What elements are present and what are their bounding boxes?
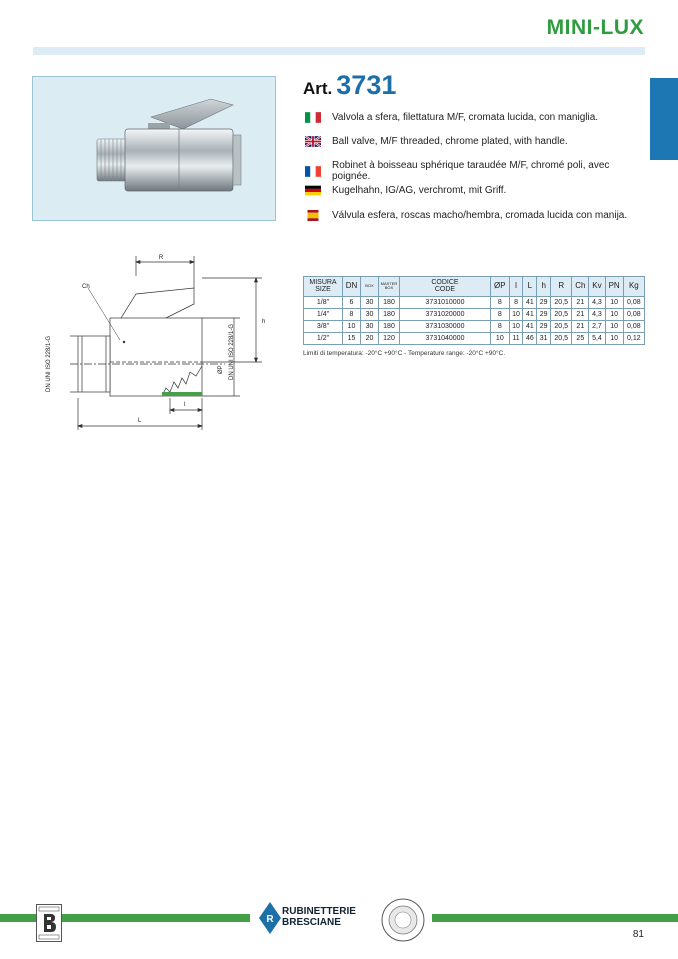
description-text: Valvola a sfera, filettatura M/F, cromata lucida, con maniglia. <box>332 112 599 123</box>
description-fr <box>305 160 645 182</box>
header-divider <box>33 47 645 55</box>
svg-text:R: R <box>266 914 274 925</box>
header-h: h <box>537 277 551 297</box>
header-L: L <box>523 277 537 297</box>
table-row: 1/4" 8 30 180 3731020000 8 10 41 29 20,5 21 4,3 10 0,08 <box>304 308 645 320</box>
dimension-Ch-label: Ch <box>82 284 90 290</box>
description-text: Kugelhahn, IG/AG, verchromt, mit Griff. <box>332 185 507 196</box>
thread-spec-left: DN UNI ISO 228/1-G <box>46 335 52 392</box>
table-row: 3/8" 10 30 180 3731030000 8 10 41 29 20,5 21 2,7 10 0,08 <box>304 320 645 332</box>
description-text: Robinet à boisseau sphérique taraudée M/F, chromé poli, avec poignée. <box>332 160 610 182</box>
italy-flag-icon <box>305 112 321 123</box>
header-code: CODICE CODE <box>400 277 491 297</box>
ball-valve-image <box>33 77 275 220</box>
page-brand-title: MINI-LUX <box>546 16 644 39</box>
spain-flag-icon <box>305 210 321 221</box>
description-text: Ball valve, M/F threaded, chrome plated, with handle. <box>332 136 568 147</box>
table-row: 1/8" 6 30 180 3731010000 8 8 41 29 20,5 21 4,3 10 0,08 <box>304 296 645 308</box>
dimension-R-label: R <box>158 255 164 261</box>
technical-drawing <box>40 248 275 438</box>
article-number: 3731 <box>336 70 397 100</box>
description-text: Válvula esfera, roscas macho/hembra, cromada lucida con manija. <box>332 210 628 221</box>
specification-table <box>303 276 645 345</box>
rb-diamond-icon <box>258 900 282 936</box>
dimension-h-label: h <box>262 319 266 325</box>
table-row: 1/2" 15 20 120 3731040000 10 11 46 31 20,5 25 5,4 10 0,12 <box>304 332 645 344</box>
header-size: MISURA SIZE <box>304 277 343 297</box>
dimension-L-label: L <box>138 418 142 424</box>
footer-line-right <box>432 914 678 922</box>
group-b-logo-icon <box>37 905 61 941</box>
france-flag-icon <box>305 166 321 177</box>
product-photo <box>32 76 276 221</box>
temperature-note: Limiti di temperatura: -20°C +90°C - Temperature range: -20°C +90°C. <box>303 350 506 357</box>
header-R: R <box>551 277 572 297</box>
table-header-row <box>304 277 645 297</box>
description-en <box>305 136 645 147</box>
uk-flag-icon <box>305 136 321 147</box>
footer-line-middle <box>60 914 250 922</box>
brand-wordmark: RUBINETTERIE BRESCIANE <box>282 906 356 928</box>
description-de <box>305 185 645 196</box>
thread-spec-right: DN UNI ISO 228/1-G <box>229 323 235 380</box>
description-it <box>305 112 645 123</box>
header-kv: Kv <box>589 277 605 297</box>
footer-line-left <box>0 914 36 922</box>
dimension-l-label: l <box>184 402 186 408</box>
header-ch: Ch <box>572 277 589 297</box>
seal-marker <box>162 392 202 396</box>
article-title <box>303 70 396 101</box>
header-kg: Kg <box>623 277 644 297</box>
header-box: BOX <box>361 277 379 297</box>
dimension-phiP-label: ØP <box>218 365 224 374</box>
iso-certification-seal-icon <box>380 897 426 943</box>
header-master-box: MASTER BOX <box>379 277 400 297</box>
section-tab[interactable] <box>650 78 678 160</box>
header-dn: DN <box>343 277 361 297</box>
description-es <box>305 210 645 221</box>
page-number: 81 <box>632 929 644 940</box>
article-label: Art. <box>303 79 333 98</box>
header-l: l <box>509 277 523 297</box>
group-logo <box>36 904 62 942</box>
germany-flag-icon <box>305 185 321 196</box>
header-p: ØP <box>491 277 510 297</box>
header-pn: PN <box>605 277 623 297</box>
